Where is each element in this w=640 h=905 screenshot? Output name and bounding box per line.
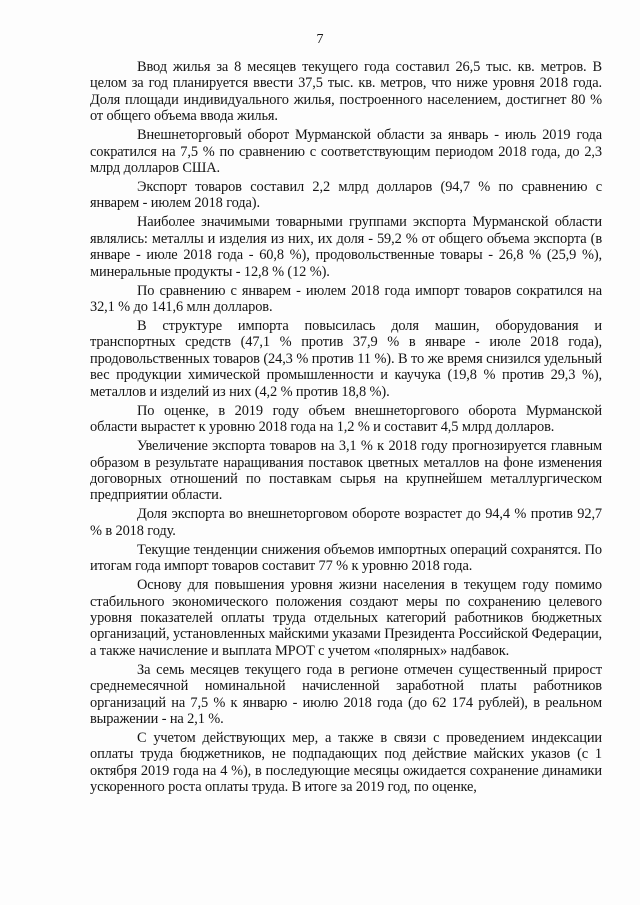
paragraph-import-structure: В структуре импорта повысилась доля машин, оборудования и транспортных средств (47,1 % против 37,9 % в январе - июле 2018 года), продовольственных товаров (24,3 % против 11 %). В то же время снизился удельный вес продукции химической промышленности и каучука (19,8 % против 29,3 %), металлов и изделий из них (4,2 % против 18,8 %). <box>90 318 602 400</box>
paragraph-export-total: Экспорт товаров составил 2,2 млрд долларов (94,7 % по сравнению с январем - июлем 2018 года). <box>90 179 602 212</box>
paragraph-wage-indexation: С учетом действующих мер, а также в связи с проведением индексации оплаты труда бюджетников, не подпадающих под действие майских указов (с 1 октября 2019 года на 4 %), в последующие месяцы ожидается сохранение динамики ускоренного роста оплаты труда. В итоге за 2019 год, по оценке, <box>90 729 602 796</box>
paragraph-export-structure: Наиболее значимыми товарными группами экспорта Мурманской области являлись: металлы и изделия из них, их доля - 59,2 % от общего объема экспорта (в январе - июле 2018 года - 60,8 %), продовольственные товары - 26,8 % (25,9 %), минеральные продукты - 12,8 % (12 %). <box>90 214 602 280</box>
paragraph-foreign-trade-turnover: Внешнеторговый оборот Мурманской области за январь - июль 2019 года сократился на 7,5 % по сравнению с соответствующим периодом 2018 года, до 2,3 млрд долларов США. <box>90 127 602 177</box>
paragraph-import-trend: Текущие тенденции снижения объемов импортных операций сохранятся. По итогам года импорт товаров составит 77 % к уровню 2018 года. <box>90 541 602 575</box>
page-number: 7 <box>316 32 324 47</box>
paragraph-trade-forecast: По оценке, в 2019 году объем внешнеторгового оборота Мурманской области вырастет к уровню 2018 года на 1,2 % и составит 4,5 млрд долларов. <box>90 402 602 436</box>
paragraph-export-growth: Увеличение экспорта товаров на 3,1 % к 2018 году прогнозируется главным образом в результате наращивания поставок цветных металлов на фоне изменения договорных отношений по поставкам сырья на крупнейшем металлургическом предприятии области. <box>90 438 602 504</box>
body-text <box>90 59 602 798</box>
paragraph-housing-construction: Ввод жилья за 8 месяцев текущего года составил 26,5 тыс. кв. метров. В целом за год планируется ввести 37,5 тыс. кв. метров, что ниже уровня 2018 года. Доля площади индивидуального жилья, построенного населением, достигнет 80 % от общего объема ввода жилья. <box>90 59 602 125</box>
paragraph-living-standards: Основу для повышения уровня жизни населения в текущем году помимо стабильного экономического положения создают меры по сохранению целевого уровня показателей оплаты труда отдельных категорий работников бюджетных организаций, установленных майскими указами Президента Российской Федерации, а также начисление и выплата МРОТ с учетом «полярных» надбавок. <box>90 577 602 659</box>
paragraph-wage-growth: За семь месяцев текущего года в регионе отмечен существенный прирост среднемесячной номинальной начисленной заработной платы работников организаций на 7,5 % к январю - июлю 2018 года (до 62 174 рублей), в реальном выражении - на 2,1 %. <box>90 661 602 727</box>
paragraph-export-share: Доля экспорта во внешнеторговом обороте возрастет до 94,4 % против 92,7 % в 2018 году. <box>90 506 602 539</box>
paragraph-import-total: По сравнению с январем - июлем 2018 года импорт товаров сократился на 32,1 % до 141,6 млн долларов. <box>90 282 602 316</box>
